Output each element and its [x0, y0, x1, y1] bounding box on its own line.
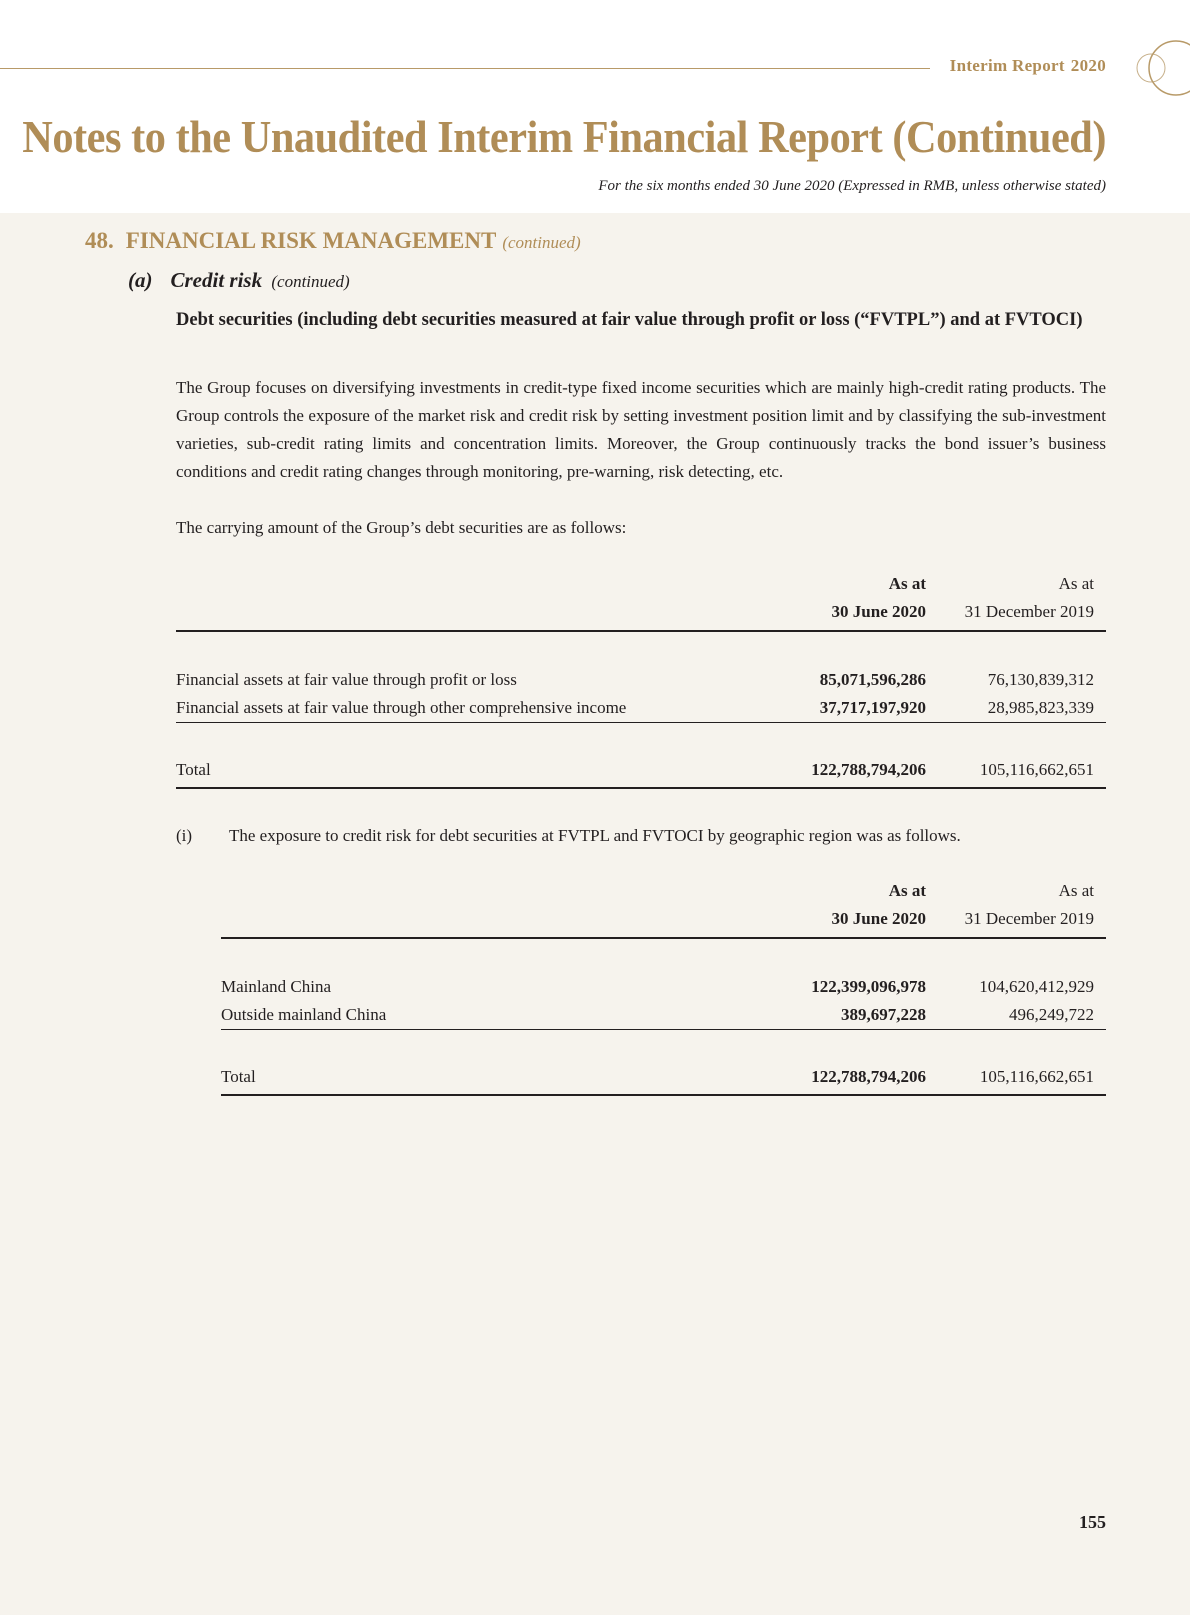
table2-col2-head1: As at [1058, 881, 1094, 900]
table1-col2-head1: As at [1058, 574, 1094, 593]
table-row [176, 698, 1106, 718]
section-heading [85, 228, 581, 254]
row-label: Outside mainland China [221, 1005, 387, 1024]
row-value-2020: 389,697,228 [841, 1005, 926, 1024]
table-row [221, 977, 1106, 997]
debt-securities-heading: Debt securities (including debt securities measured at fair value through profit or loss (“FVTPL”) and at FVTOCI) [176, 310, 1083, 330]
table-total-row [176, 760, 1106, 780]
row-label: Financial assets at fair value through profit or loss [176, 670, 517, 689]
table1-col1-head1: As at [888, 574, 926, 593]
total-label: Total [176, 760, 211, 779]
total-value-2019: 105,116,662,651 [979, 1067, 1094, 1086]
total-value-2020: 122,788,794,206 [811, 1067, 926, 1086]
subsection-heading [128, 268, 350, 293]
table1-intro: The carrying amount of the Group’s debt securities are as follows: [176, 518, 627, 537]
subsection-title: Credit risk [170, 268, 263, 292]
row-value-2019: 76,130,839,312 [987, 670, 1094, 689]
table2-subtotal-rule [221, 1029, 1106, 1030]
geographic-region-table [221, 877, 1106, 1097]
table-total-row [221, 1067, 1106, 1087]
table1-subtotal-rule [176, 722, 1106, 723]
page-subtitle: For the six months ended 30 June 2020 (Expressed in RMB, unless otherwise stated) [598, 178, 1106, 194]
row-value-2020: 37,717,197,920 [819, 698, 926, 717]
row-label: Mainland China [221, 977, 332, 996]
row-label: Financial assets at fair value through other comprehensive income [176, 698, 627, 717]
table2-col1-head2: 30 June 2020 [831, 909, 926, 928]
section-number: 48. [85, 228, 114, 253]
total-value-2020: 122,788,794,206 [811, 760, 926, 779]
double-circle-ornament-icon [1136, 40, 1190, 100]
table1-col2-head2: 31 December 2019 [964, 602, 1094, 621]
page-title: Notes to the Unaudited Interim Financial Report (Continued) [22, 111, 1106, 162]
total-label: Total [221, 1067, 256, 1086]
row-value-2020: 85,071,596,286 [819, 670, 926, 689]
row-value-2019: 104,620,412,929 [979, 977, 1094, 996]
subsection-continued: (continued) [271, 272, 350, 291]
table2-col1-head1: As at [888, 881, 926, 900]
note-i-marker: (i) [176, 826, 193, 845]
report-year: 2020 [1070, 56, 1106, 75]
subsection-letter: (a) [128, 268, 153, 292]
table1-header-rule [176, 630, 1106, 632]
report-tag [950, 56, 1106, 76]
header-rule [0, 68, 930, 69]
row-value-2020: 122,399,096,978 [811, 977, 926, 996]
table2-total-rule [221, 1094, 1106, 1096]
table2-header-rule [221, 937, 1106, 939]
table1-col1-head2: 30 June 2020 [831, 602, 926, 621]
debt-securities-table [176, 570, 1106, 790]
total-value-2019: 105,116,662,651 [979, 760, 1094, 779]
page-number: 155 [1079, 1512, 1106, 1532]
section-continued: (continued) [502, 233, 581, 252]
table1-total-rule [176, 787, 1106, 789]
table-row [221, 1005, 1106, 1025]
report-label: Interim Report [949, 56, 1065, 75]
note-i [176, 826, 961, 846]
row-value-2019: 28,985,823,339 [987, 698, 1094, 717]
table2-col2-head2: 31 December 2019 [964, 909, 1094, 928]
section-title: FINANCIAL RISK MANAGEMENT [125, 228, 497, 253]
row-value-2019: 496,249,722 [1009, 1005, 1094, 1024]
table-row [176, 670, 1106, 690]
debt-securities-paragraph: The Group focuses on diversifying investments in credit-type fixed income securities which are mainly high-credit rating products. The Group controls the exposure of the market risk and credit risk by setting investment position limit and by classifying the sub-investment varieties, sub-credit rating limits and concentration limits. Moreover, the Group continuously tracks the bond issuer’s business conditions and credit rating changes through monitoring, pre-warning, risk detecting, etc. [176, 378, 1106, 481]
note-i-text: The exposure to credit risk for debt securities at FVTPL and FVTOCI by geographic region was as follows. [229, 826, 961, 845]
